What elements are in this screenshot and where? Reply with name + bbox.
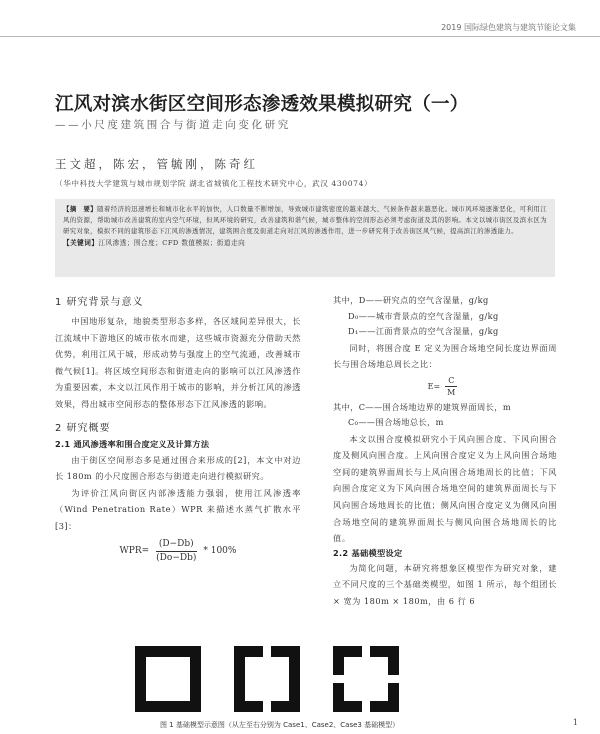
section-2-1-paragraph-1: 由于街区空间形态多是通过围合来形成的[2]，本文中对边长 180m 的小尺度围合形态与街道走向进行模拟研究。: [55, 454, 301, 482]
e-fraction: [444, 375, 458, 398]
running-head: 2019 国际绿色建筑与建筑节能论文集: [441, 23, 576, 32]
case-3-left-opening: [333, 675, 344, 683]
header-divider: [0, 36, 600, 37]
enclosure-formula: [333, 375, 557, 398]
keywords-text: 江风渗透；围合度；CFD 数值模拟；街道走向: [98, 238, 246, 247]
paper-title: 江风对滨水街区空间形态渗透效果模拟研究（一）: [55, 94, 469, 115]
affiliation: （华中科技大学建筑与城市规划学院 湖北省城镇化工程技术研究中心，武汉 430074）: [55, 179, 373, 188]
author-list: 王文超，陈宏，管毓刚，陈奇红: [55, 157, 258, 171]
definition-d0: D₀——城市背景点的空气含湿量，g/kg: [348, 310, 499, 321]
definition-c: 其中，C——围合场地边界的建筑界面周长，m: [333, 401, 511, 412]
section-1-paragraph: 中国地形复杂，地貌类型形态多样，各区域间差异很大，长江流域中下游地区的城市依水而建，这些城市资源充分借助天然优势，利用江风于城，形成动势与强度上的空气流通，改善城市微气候[1]。将区域空间形态和街道走向的影响可以江风渗透作为重要因素，本文以江风作用于城市的影响，并分析江风的渗透效果，得出城市空间形态的整体形态下江风渗透的影响。: [55, 316, 301, 409]
paper-subtitle: ——小尺度建筑围合与街道走向变化研究: [55, 119, 291, 131]
case-3-courtyard: [344, 657, 388, 701]
abstract-label: 【摘 要】: [63, 205, 98, 213]
section-1-heading: 1 研究背景与意义: [55, 297, 144, 308]
wpr-fraction: [153, 538, 199, 565]
abstract-box: [55, 199, 555, 277]
case-3-top-opening: [362, 646, 370, 657]
right-column: [333, 293, 557, 610]
e-numerator: C: [445, 375, 457, 387]
definition-c0: C₀——围合场地总长，m: [348, 417, 444, 428]
section-2-heading: 2 研究概要: [55, 422, 111, 434]
definition-d1: D₁——江面背景点的空气含湿量，g/kg: [348, 326, 499, 336]
case-1-diagram: [135, 646, 201, 712]
case-3-bottom-opening: [362, 701, 370, 712]
figure-caption: 图 1 基础模型示意图（从左至右分别为 Case1、Case2、Case3 基础模型）: [160, 721, 400, 729]
enclosure-paragraph: 同时，将围合度 E 定义为围合场地空间长度边界面周长与围合场地总周长之比：: [333, 342, 557, 370]
section-2-1-heading: 2.1 通风渗透率和围合度定义及计算方法: [55, 438, 210, 449]
section-2-1-paragraph-2: 为评价江风向街区内部渗透能力强弱，使用江风渗透率（Wind Penetration Rate）WPR 来描述水蒸气扩散水平[3]：: [55, 487, 301, 531]
wpr-rhs: * 100%: [203, 546, 237, 557]
case-2-top-opening: [263, 646, 271, 657]
case-2-diagram: [234, 646, 300, 712]
abstract: [63, 204, 547, 238]
wpr-numerator: (D−Db): [156, 538, 197, 552]
base-model-paragraph: 为简化问题，本研究将想象区模型作为研究对象，建立不同尺度的三个基础类模型，如图 1 所示，每个组团长 × 宽为 180m × 180m，由 6 行 6: [333, 562, 557, 607]
case-3-diagram: [333, 646, 399, 712]
figure-1: [135, 646, 399, 712]
page-number: 1: [572, 718, 578, 727]
model-paragraph: 本文以围合度模拟研究小于风向围合度、下风向围合度及侧风向围合度。上风向围合度定义为上风向围合场地空间的建筑界面周长与上风向围合场地周长的比值；下风向围合度定义为下风向围合场地空间的建筑界面周长与下风向围合场地周长的比值；侧风向围合度定义为侧风向围合场地空间的建筑界面周长与侧风向围合场地周长的比值。: [333, 433, 557, 544]
wpr-lhs: WPR=: [119, 546, 150, 557]
keywords: [63, 238, 547, 249]
abstract-text: 随着经济的迅速增长和城市化水平的加快，人口数量不断增加，导致城市建筑密度的越来越大、气候条件越来越恶化。城市风环境逐渐恶化，可利用江风的资源，帮助城市改善建筑的室内空气环境，但风环境的研究，改善建筑和谐气候，城市整体的空间形态必须考虑街道及其的影响。本文以城市街区及滨水区为研究对象，模拟不同的建筑形态下江风的渗透情况，建筑围合度及街道走向对江风的渗透作用，进一步研究利于改善街区风气候，提高滨江的渗透能力。: [63, 205, 547, 236]
left-column: [55, 293, 301, 565]
wpr-formula: [55, 538, 301, 565]
section-2-2-heading: 2.2 基础模型设定: [333, 547, 403, 558]
wpr-denominator: (Do−Db): [156, 552, 197, 563]
e-denominator: M: [447, 387, 456, 397]
definition-d: 其中，D——研究点的空气含湿量，g/kg: [333, 295, 489, 305]
case-1-courtyard: [146, 657, 190, 701]
case-2-bottom-opening: [263, 701, 271, 712]
case-2-courtyard: [245, 657, 289, 701]
keywords-label: 【关键词】: [63, 238, 99, 247]
case-3-right-opening: [388, 675, 399, 683]
e-lhs: E=: [427, 381, 441, 391]
